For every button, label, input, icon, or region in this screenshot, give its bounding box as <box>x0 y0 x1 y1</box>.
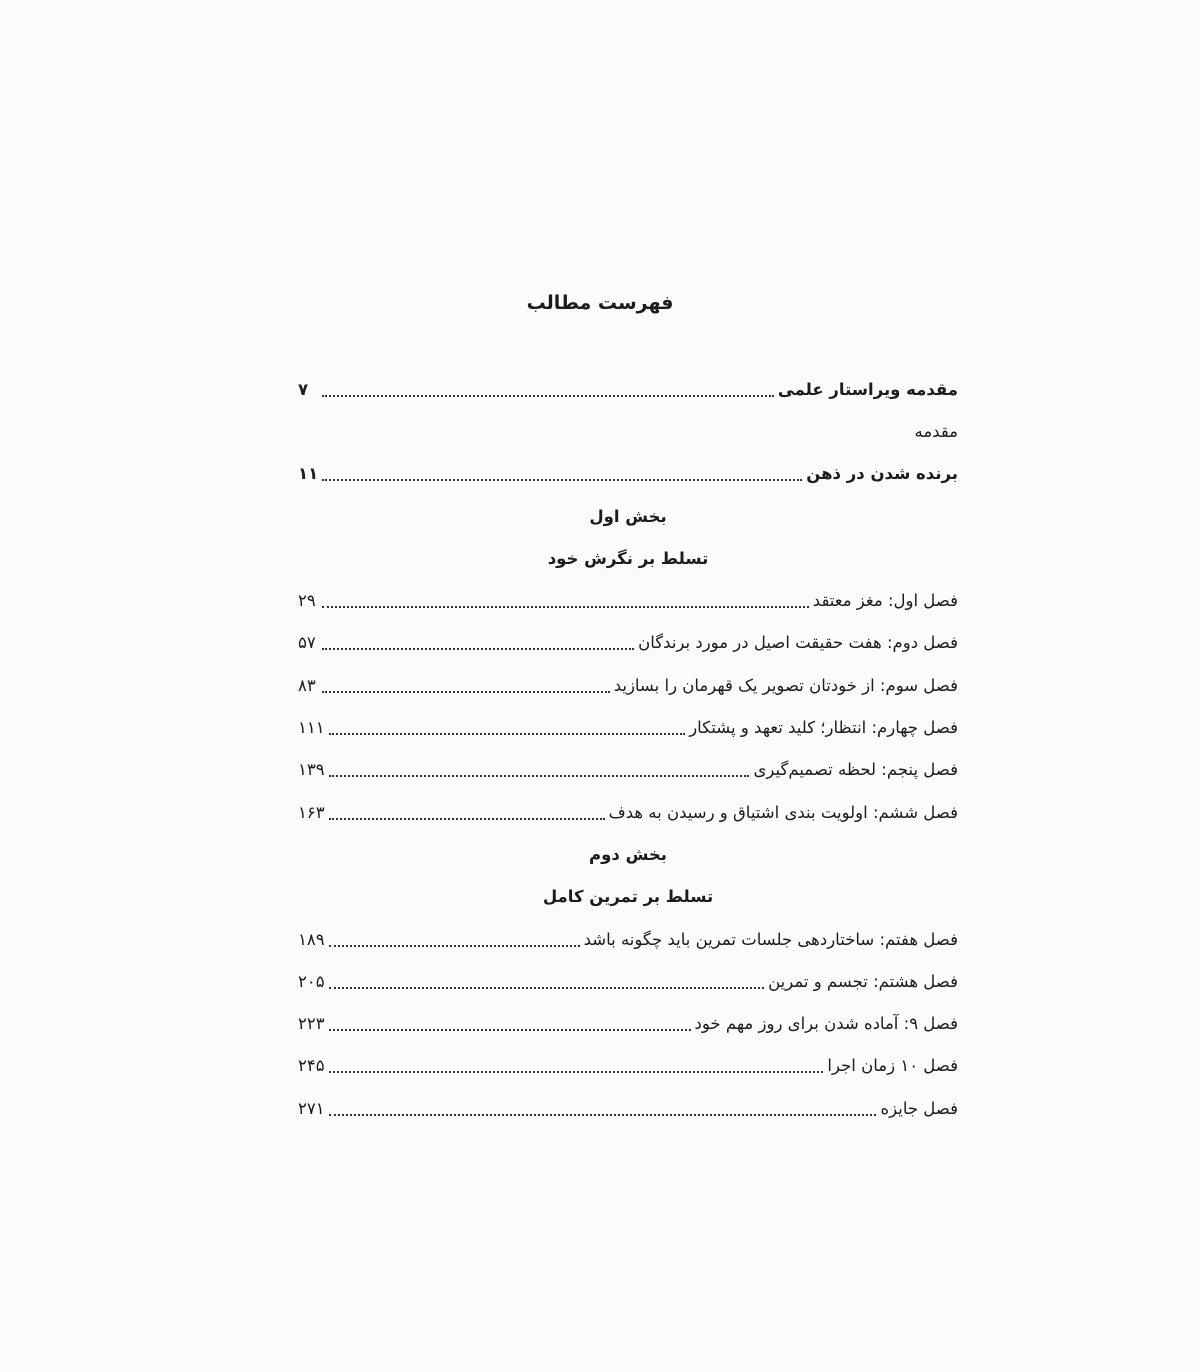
dot-leader <box>329 1113 877 1116</box>
dot-leader <box>329 986 764 989</box>
toc-entry-label: مقدمه ویراستار علمی <box>777 379 958 399</box>
toc-entry-label: فصل هشتم: تجسم و تمرین <box>768 971 958 991</box>
toc-entry-page: ۲۲۳ <box>298 1014 325 1034</box>
toc-entry-label: مقدمه <box>914 421 958 441</box>
part-heading-label: بخش دوم <box>589 844 667 864</box>
toc-entry-chapter-5 <box>298 749 958 791</box>
toc-entry-page: ۱۸۹ <box>298 929 325 949</box>
toc-entry-page: ۲۹ <box>298 591 316 611</box>
toc-entry-chapter-9 <box>298 1002 958 1044</box>
part-subtitle-label: تسلط بر تمرین کامل <box>542 887 714 907</box>
toc-entry-label: فصل اول: مغز معتقد <box>812 591 958 611</box>
dot-leader <box>329 944 580 947</box>
dot-leader <box>322 690 610 693</box>
toc-entry-chapter-2 <box>298 622 958 664</box>
toc-entry-chapter-6 <box>298 791 958 833</box>
toc-entry-page: ۱۶۳ <box>298 802 325 822</box>
toc-entry-label: فصل هفتم: ساختاردهی جلسات تمرین باید چگونه باشد <box>583 929 958 949</box>
dot-leader <box>322 605 809 608</box>
toc-entry-label: فصل سوم: از خودتان تصویر یک قهرمان را بسازید <box>613 675 958 695</box>
toc-entry-page: ۱۱ <box>298 464 319 484</box>
toc-entry-page: ۲۰۵ <box>298 971 325 991</box>
dot-leader <box>322 478 802 481</box>
dot-leader <box>329 817 605 820</box>
toc-entry-label: فصل ۹: آماده شدن برای روز مهم خود <box>694 1014 958 1034</box>
dot-leader <box>322 394 774 397</box>
toc-entry-chapter-3 <box>298 664 958 706</box>
part-heading-2 <box>298 833 958 875</box>
toc-entry-page: ۱۱۱ <box>298 718 325 738</box>
dot-leader <box>329 1070 824 1073</box>
toc-entry-editor-preface <box>298 368 958 410</box>
toc-entry-label: فصل ششم: اولویت بندی اشتیاق و رسیدن به هدف <box>608 802 958 822</box>
part-subtitle-1 <box>298 537 958 579</box>
toc-entry-page: ۵۷ <box>298 633 316 653</box>
dot-leader <box>329 1028 691 1031</box>
toc-entry-label: فصل ۱۰ زمان اجرا <box>827 1056 958 1076</box>
toc-entry-chapter-1 <box>298 579 958 621</box>
page-title: فهرست مطالب <box>526 292 674 314</box>
dot-leader <box>329 774 750 777</box>
toc-entry-chapter-10 <box>298 1045 958 1087</box>
toc-entry-label: فصل جایزه <box>880 1098 958 1118</box>
toc-entry-label: فصل دوم: هفت حقیقت اصیل در مورد برندگان <box>638 633 958 653</box>
toc-entry-winning-in-mind <box>298 453 958 495</box>
toc-entry-label: برنده شدن در ذهن <box>806 464 958 484</box>
toc-entry-page: ۲۴۵ <box>298 1056 325 1076</box>
toc-entry-chapter-8 <box>298 960 958 1002</box>
toc-entry-page: ۷ <box>298 379 309 399</box>
part-subtitle-label: تسلط بر نگرش خود <box>547 548 709 568</box>
toc-entry-chapter-7 <box>298 918 958 960</box>
part-heading-label: بخش اول <box>589 506 667 526</box>
dot-leader <box>322 647 634 650</box>
table-of-contents <box>298 368 958 1129</box>
toc-entry-preface <box>298 410 958 452</box>
part-subtitle-2 <box>298 876 958 918</box>
toc-entry-label: فصل چهارم: انتظار؛ کلید تعهد و پشتکار <box>689 718 958 738</box>
toc-entry-bonus-chapter <box>298 1087 958 1129</box>
toc-entry-page: ۱۳۹ <box>298 760 325 780</box>
dot-leader <box>329 732 686 735</box>
toc-entry-chapter-4 <box>298 706 958 748</box>
toc-entry-page: ۸۳ <box>298 675 316 695</box>
toc-entry-label: فصل پنجم: لحظه تصمیم‌گیری <box>753 760 958 780</box>
toc-entry-page: ۲۷۱ <box>298 1098 325 1118</box>
part-heading-1 <box>298 495 958 537</box>
